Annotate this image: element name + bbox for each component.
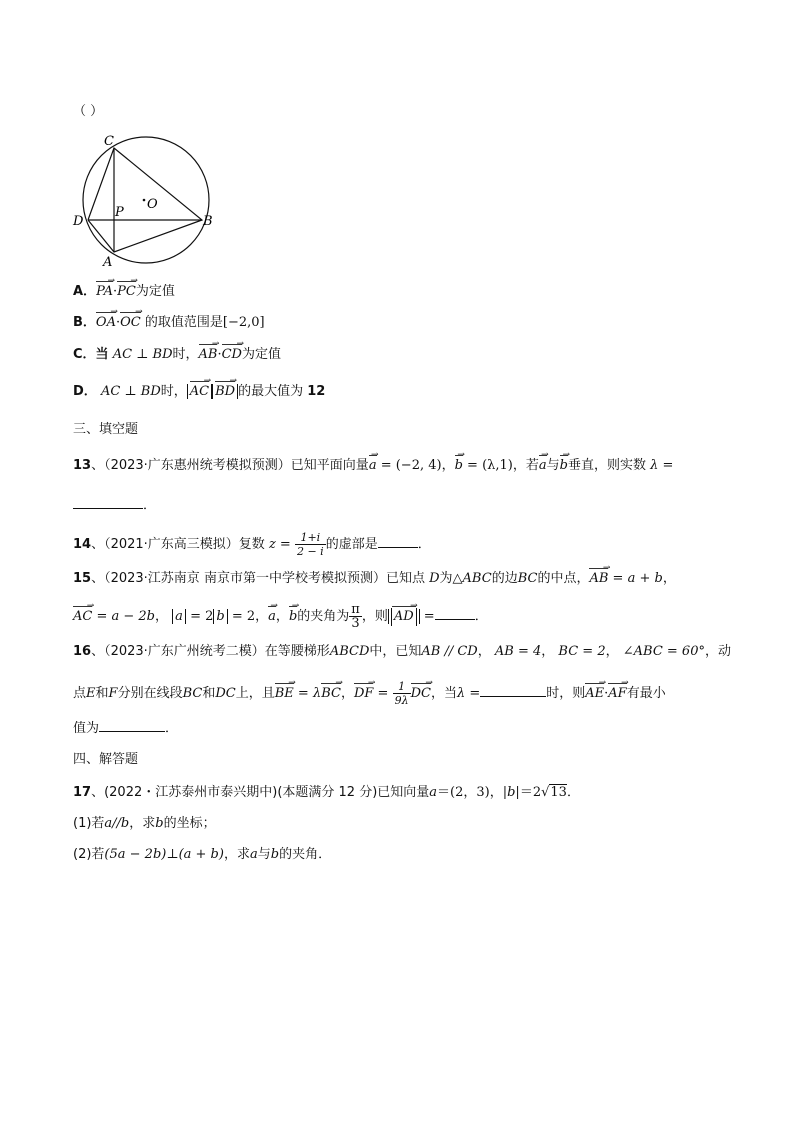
vector-b: b → [560, 457, 568, 475]
comma: ， [255, 609, 269, 624]
option-c-when: 时， [172, 347, 199, 362]
text: 的边 [491, 571, 518, 586]
vector-ac-value: = a − 2b [92, 609, 156, 624]
lambda-eq: λ = [650, 458, 674, 473]
question-16-number: 16 [73, 644, 92, 659]
fraction-denominator: 9λ [394, 694, 409, 707]
bc-length: BC = 2 [558, 644, 606, 659]
question-15-number: 15 [73, 571, 92, 586]
segment-dc: DC [215, 686, 236, 701]
text: 点 [73, 686, 87, 701]
circle-figure [68, 128, 228, 268]
question-15-line-2 [73, 603, 488, 630]
z-eq: z = [268, 537, 295, 552]
lambda-eq: λ = [456, 686, 481, 701]
question-13-answer [73, 494, 156, 515]
equals: = [419, 609, 435, 624]
abs-b: b [213, 609, 227, 624]
text: ，求 [223, 847, 250, 862]
vector-b: b → [455, 457, 463, 475]
label-p: P [115, 205, 124, 220]
abs-a: a [172, 609, 186, 624]
question-16-line-3 [73, 717, 178, 738]
question-17-text: 、(2022・江苏泰州市泰兴期中)(本题满分 12 分)已知向量 [91, 785, 430, 800]
question-13-if: ，若 [512, 458, 539, 473]
question-16-text: 、（2023·广东广州统考二模）在等腰梯形 [91, 644, 330, 659]
option-a [73, 283, 175, 301]
option-c [73, 346, 281, 364]
vector-df: DF → [354, 685, 373, 703]
comma: ， [477, 644, 491, 659]
part-2-condition: (5a − 2b)⊥(a + b) [104, 847, 224, 862]
ab-length: AB = 4 [494, 644, 542, 659]
part-1-end: 的坐标； [163, 816, 216, 831]
comma: ， [441, 458, 455, 473]
fraction-numerator: π [351, 602, 360, 617]
period: ． [165, 721, 179, 736]
question-13-text: 、（2023·广东惠州统考模拟预测）已知平面向量 [91, 458, 369, 473]
fraction-pi-3 [349, 603, 362, 630]
vector-oc: OC → [120, 314, 141, 332]
dot-operator: · [604, 686, 609, 701]
equals-2: ＝2 [519, 785, 542, 800]
text: 分别在线段 [117, 686, 183, 701]
question-14-number: 14 [73, 537, 92, 552]
answer-blank[interactable] [435, 605, 475, 620]
segment-bc: BC [182, 686, 203, 701]
question-17: 17、(2022・江苏泰州市泰兴期中)(本题满分 12 分)已知向量a＝(2，3)，|b|＝2√13． [73, 785, 580, 800]
vector-ac: AC → [73, 608, 92, 626]
vector-pa: PA → [96, 283, 113, 301]
dot-operator: · [113, 284, 118, 299]
text: 和 [202, 686, 216, 701]
dot-operator: · [115, 315, 121, 330]
side-bc: BC [517, 571, 538, 586]
vector-ac: AC → [190, 383, 209, 401]
comma: ， [275, 609, 289, 624]
text: ，则 [361, 609, 388, 624]
question-15-line-1 [73, 570, 676, 588]
part-1-prefix: (1)若 [73, 816, 105, 831]
text: 的中点， [537, 571, 590, 586]
text: 有最小 [626, 686, 666, 701]
circle-o [83, 137, 209, 263]
question-14-text: 、（2021·广东高三模拟）复数 [91, 537, 265, 552]
trapezoid-abcd: ABCD [329, 644, 370, 659]
section-fill-in-heading: 三、填空题 [73, 422, 139, 437]
comma: ， [662, 571, 676, 586]
section-solution-heading: 四、解答题 [73, 752, 139, 767]
vector-bd: BD → [215, 383, 235, 401]
text: 为 [439, 571, 453, 586]
question-13-number: 13 [73, 458, 92, 473]
and-text: 与 [257, 847, 271, 862]
text: 时，则 [546, 686, 586, 701]
option-c-text: 为定值 [241, 347, 281, 362]
question-15-text: 、（2023·江苏南京 南京市第一中学校考模拟预测）已知点 [91, 571, 425, 586]
option-d-text: 的最大值为 [238, 384, 304, 399]
vector-a: a [429, 785, 438, 800]
option-c-condition: AC ⊥ BD [112, 347, 173, 362]
vector-ab-value: = a + b [608, 571, 663, 586]
question-16-line-1 [73, 643, 731, 661]
vector-b: b [155, 816, 164, 831]
parallel-condition: AB // CD [421, 644, 478, 659]
period: ． [566, 785, 580, 800]
vector-b: b [270, 847, 280, 862]
option-d-when: 时， [160, 384, 187, 399]
option-b-label: B． [73, 315, 96, 330]
option-a-text: 为定值 [135, 284, 175, 299]
fraction [295, 531, 326, 558]
vector-a: a [249, 847, 258, 862]
fraction-1-9lambda [393, 680, 411, 707]
option-b-text: 的取值范围是 [144, 315, 223, 330]
answer-blank[interactable] [378, 533, 418, 548]
question-17-number: 17 [73, 785, 92, 800]
fraction-denominator: 3 [351, 616, 360, 631]
text: 值为 [73, 721, 100, 736]
text: 和 [95, 686, 109, 701]
vector-a-value: = (−2, 4) [376, 458, 442, 473]
vector-a: a → [268, 608, 276, 626]
equals-2: = 2 [185, 609, 214, 624]
label-a: A [103, 255, 113, 268]
vector-ab: AB → [589, 570, 608, 588]
label-o: O [147, 197, 158, 212]
vector-be: BE → [275, 685, 294, 703]
vector-pc: PC → [117, 283, 136, 301]
comma: ， [605, 644, 619, 659]
vector-ae: AE → [585, 685, 604, 703]
vector-ad: AD → [391, 608, 417, 626]
vector-oa: OA → [96, 314, 116, 332]
answer-blank[interactable] [99, 717, 165, 732]
vector-a: a → [539, 457, 547, 475]
option-b [73, 314, 265, 332]
period: ． [417, 537, 431, 552]
point-d: D [429, 571, 440, 586]
question-13-end: 垂直，则实数 [568, 458, 647, 473]
angle-abc: ∠ABC = 60° [622, 644, 705, 659]
period: ． [143, 498, 157, 513]
comma: ， [541, 644, 555, 659]
question-14-end: 的虚部是 [325, 537, 378, 552]
question-12-answer-bracket: （ ） [73, 104, 104, 119]
option-b-range: [−2,0] [222, 315, 265, 330]
question-16-line-2 [73, 680, 666, 707]
part-2-end: 的夹角． [279, 847, 332, 862]
sqrt-13: 13 [550, 785, 567, 800]
dot-operator: · [217, 347, 222, 362]
question-14 [73, 531, 431, 558]
label-c: C [104, 134, 114, 149]
text: ，当 [430, 686, 457, 701]
part-1-condition: a//b [104, 816, 130, 831]
label-b: B [203, 214, 213, 229]
question-17-part-1 [73, 815, 216, 833]
vector-cd: CD → [222, 346, 242, 364]
option-d-label: D． [73, 384, 97, 399]
vector-a-value: ＝(2，3)， [437, 785, 503, 800]
text: 上，且 [235, 686, 275, 701]
text: ，动 [704, 644, 731, 659]
comma: ， [340, 686, 354, 701]
point-e: E [86, 686, 96, 701]
question-17-part-2 [73, 846, 331, 864]
period: ． [474, 609, 488, 624]
question-13 [73, 457, 673, 475]
answer-blank[interactable] [73, 494, 143, 509]
vector-b-value: = (λ,1) [462, 458, 513, 473]
vector-b: b → [289, 608, 297, 626]
center-point-o [143, 199, 146, 202]
vector-ab: AB → [199, 346, 218, 364]
label-d: D [73, 214, 84, 229]
part-2-prefix: (2)若 [73, 847, 105, 862]
option-d-condition: AC ⊥ BD [100, 384, 161, 399]
vector-bc: BC → [321, 685, 341, 703]
text: ，求 [129, 816, 156, 831]
option-a-label: A． [73, 284, 97, 299]
and-text: 与 [546, 458, 560, 473]
fraction-numerator: 1 [393, 680, 411, 694]
fraction-numerator: 1+i [295, 531, 326, 545]
option-d-value: 12 [307, 384, 326, 399]
answer-blank[interactable] [480, 682, 546, 697]
equals-2: = 2 [227, 609, 256, 624]
vector-af: AF → [608, 685, 626, 703]
equals: = [373, 686, 393, 701]
point-f: F [108, 686, 118, 701]
abs-b: |b| [502, 785, 520, 800]
vector-dc: DC → [411, 685, 431, 703]
comma: ， [155, 609, 169, 624]
fraction-denominator: 2 − i [296, 545, 324, 558]
text: 中，已知 [369, 644, 422, 659]
option-c-label: C．当 [73, 347, 109, 362]
vector-a: a → [369, 457, 377, 475]
lambda: = λ [293, 686, 322, 701]
triangle-abc: △ABC [452, 571, 492, 586]
option-d [73, 383, 325, 401]
text: 的夹角为 [297, 609, 350, 624]
